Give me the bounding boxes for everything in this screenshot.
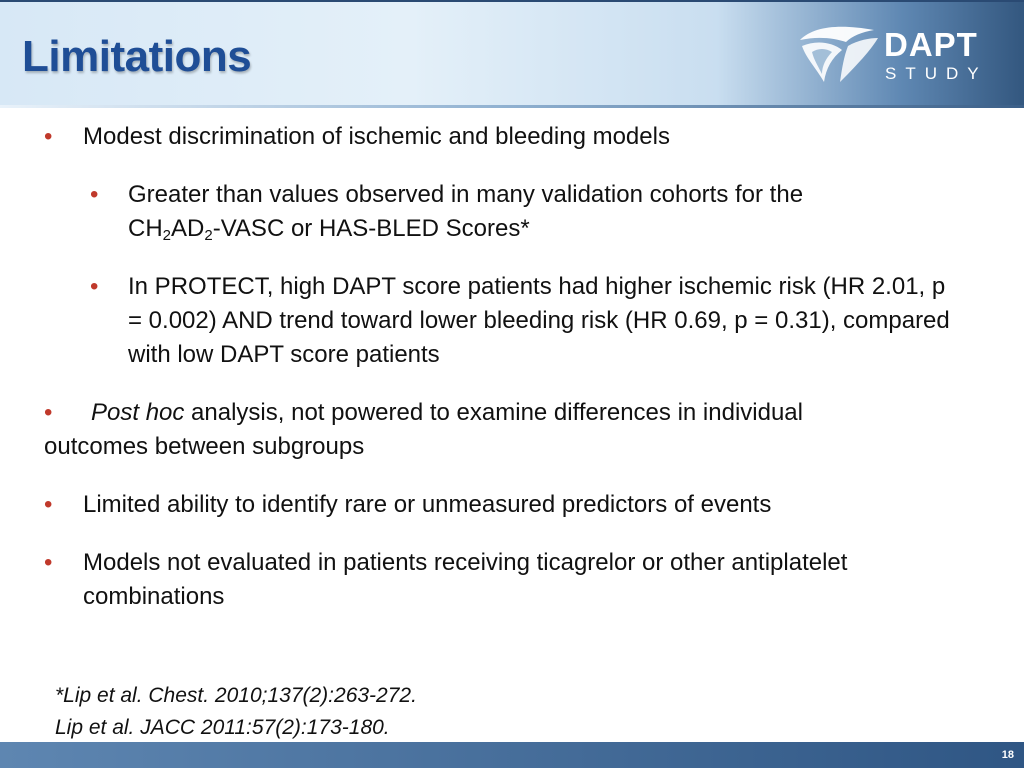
header-banner — [0, 0, 1024, 108]
text-rest: -VASC or HAS-BLED Scores* — [212, 215, 530, 242]
bullet-dot: • — [90, 273, 99, 300]
heart-swoosh-icon — [796, 24, 880, 86]
bullet-dot: • — [44, 491, 53, 518]
sub-bullet-text — [128, 178, 968, 246]
logo-wordmark: DAPT — [884, 26, 978, 63]
subscript: 2 — [162, 227, 172, 244]
text-line: Greater than values observed in many validation cohorts for the — [128, 181, 804, 208]
bullet-dot: • — [44, 549, 53, 576]
bullet-text: Models not evaluated in patients receiving ticagrelor or other antiplatelet combinations — [83, 549, 848, 610]
text-ch: CH — [128, 215, 163, 242]
reference-2: Lip et al. JACC 2011:57(2):173-180. — [55, 716, 390, 739]
footer-bar — [0, 742, 1024, 768]
italic-term: Post hoc — [91, 399, 185, 426]
bullet-dot: • — [44, 399, 53, 426]
text-ad: AD — [171, 215, 205, 242]
sub-bullet-text: In PROTECT, high DAPT score patients had higher ischemic risk (HR 2.01, p = 0.002) AND trend toward lower bleeding risk (HR 0.69, p = 0.31), compared with low DAPT score patients — [128, 273, 950, 368]
reference-1: *Lip et al. Chest. 2010;137(2):263-272. — [55, 684, 417, 707]
bullet-dot: • — [90, 181, 99, 208]
bullet-text: Limited ability to identify rare or unmeasured predictors of events — [83, 491, 772, 518]
bullet-text: Modest discrimination of ischemic and bleeding models — [83, 123, 670, 150]
page-number: 18 — [1001, 749, 1014, 761]
references — [55, 680, 417, 744]
text-line: outcomes between subgroups — [44, 433, 365, 460]
bullet-text — [44, 396, 984, 464]
dapt-study-logo — [796, 22, 1006, 88]
logo-subtitle: STUDY — [885, 64, 988, 83]
subscript: 2 — [204, 227, 213, 244]
text-rest: analysis, not powered to examine differences in individual — [184, 399, 803, 426]
bullet-dot: • — [44, 123, 53, 150]
page-title: Limitations — [22, 32, 252, 81]
